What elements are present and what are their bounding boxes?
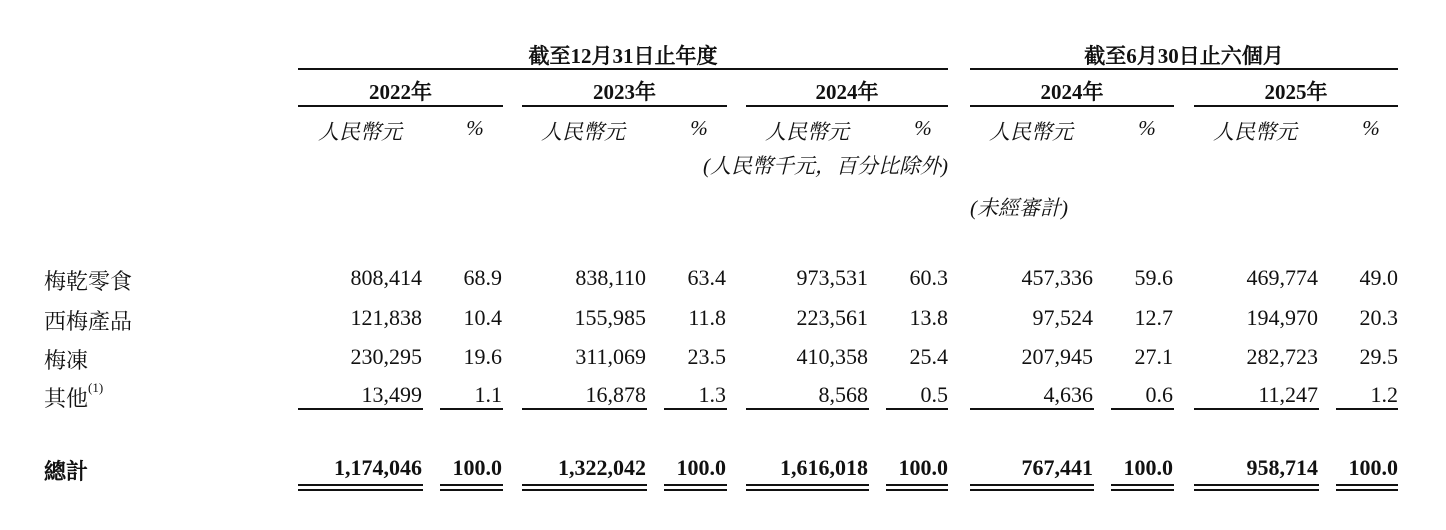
- cell-r3-rmb-2022: 13,499: [361, 382, 422, 407]
- unit-rmb-2025: 人民幣元: [1213, 120, 1297, 144]
- cell-total-rmb-2023: 1,322,042: [558, 455, 646, 480]
- cell-r2-pct-2022: 19.6: [463, 344, 502, 369]
- row-label-others: [44, 382, 103, 413]
- year-header-2022: 2022年: [369, 80, 432, 104]
- total-double-rule-rmb-2024i-1: [970, 484, 1094, 486]
- year-rule-2022: [298, 105, 503, 107]
- thousands-note: (人民幣千元，百分比除外): [703, 154, 948, 178]
- interim-header-rule: [970, 68, 1398, 70]
- cell-r3-rmb-2024a: 8,568: [818, 382, 868, 407]
- cell-r2-pct-2023: 23.5: [687, 344, 726, 369]
- cell-r1-pct-2022: 10.4: [463, 305, 502, 330]
- cell-total-pct-2024a: 100.0: [898, 455, 948, 480]
- cell-r2-pct-2024a: 25.4: [909, 344, 948, 369]
- cell-r2-rmb-2025: 282,723: [1246, 344, 1318, 369]
- total-double-rule-rmb-2023-2: [522, 489, 647, 491]
- cell-r3-pct-2024a: 0.5: [920, 382, 948, 407]
- interim-period-header: 截至6月30日止六個月: [1084, 44, 1284, 68]
- unaudited-note: (未經審計): [970, 196, 1068, 220]
- total-double-rule-pct-2022-2: [440, 489, 503, 491]
- subtotal-rule-pct-2024i: [1111, 408, 1174, 410]
- cell-r2-pct-2024i: 27.1: [1134, 344, 1173, 369]
- cell-total-pct-2025: 100.0: [1348, 455, 1398, 480]
- cell-r0-rmb-2023: 838,110: [575, 265, 646, 290]
- cell-r3-pct-2024i: 0.6: [1145, 382, 1173, 407]
- year-header-2024-annual: 2024年: [815, 80, 879, 104]
- subtotal-rule-pct-2022: [440, 408, 503, 410]
- total-double-rule-pct-2022-1: [440, 484, 503, 486]
- total-double-rule-rmb-2025-2: [1194, 489, 1319, 491]
- subtotal-rule-pct-2023: [664, 408, 727, 410]
- unit-rmb-2023: 人民幣元: [541, 120, 625, 144]
- unit-pct-2024-annual: %: [914, 116, 932, 140]
- unit-pct-2022: %: [466, 116, 484, 140]
- year-header-2025: 2025年: [1264, 80, 1328, 104]
- unit-pct-2024-interim: %: [1138, 116, 1156, 140]
- cell-r0-rmb-2024i: 457,336: [1021, 265, 1093, 290]
- total-double-rule-rmb-2024a-1: [746, 484, 869, 486]
- cell-total-pct-2022: 100.0: [452, 455, 502, 480]
- total-double-rule-rmb-2022-1: [298, 484, 423, 486]
- cell-total-pct-2023: 100.0: [676, 455, 726, 480]
- cell-r3-pct-2025: 1.2: [1370, 382, 1398, 407]
- unit-rmb-2022: 人民幣元: [318, 120, 402, 144]
- total-double-rule-rmb-2023-1: [522, 484, 647, 486]
- year-header-2023: 2023年: [593, 80, 656, 104]
- unit-rmb-2024-interim: 人民幣元: [989, 120, 1073, 144]
- cell-r3-rmb-2025: 11,247: [1258, 382, 1318, 407]
- cell-r1-rmb-2025: 194,970: [1246, 305, 1318, 330]
- row-label-plum-jelly: 梅凍: [44, 348, 89, 373]
- total-double-rule-pct-2023-1: [664, 484, 727, 486]
- subtotal-rule-rmb-2022: [298, 408, 423, 410]
- total-double-rule-pct-2024a-2: [886, 489, 948, 491]
- subtotal-rule-rmb-2024i: [970, 408, 1094, 410]
- total-double-rule-pct-2024i-2: [1111, 489, 1174, 491]
- year-rule-2024-interim: [970, 105, 1174, 107]
- cell-total-rmb-2025: 958,714: [1246, 455, 1318, 480]
- cell-r3-rmb-2023: 16,878: [585, 382, 646, 407]
- annual-header-rule: [298, 68, 948, 70]
- subtotal-rule-rmb-2023: [522, 408, 647, 410]
- cell-r3-pct-2022: 1.1: [474, 382, 502, 407]
- cell-r0-pct-2024i: 59.6: [1134, 265, 1173, 290]
- cell-r1-rmb-2024i: 97,524: [1032, 305, 1093, 330]
- year-rule-2023: [522, 105, 727, 107]
- cell-r1-pct-2024i: 12.7: [1134, 305, 1173, 330]
- cell-r0-rmb-2024a: 973,531: [796, 265, 868, 290]
- cell-r1-rmb-2022: 121,838: [350, 305, 422, 330]
- subtotal-rule-pct-2025: [1336, 408, 1398, 410]
- cell-r0-pct-2025: 49.0: [1359, 265, 1398, 290]
- cell-total-pct-2024i: 100.0: [1123, 455, 1173, 480]
- year-header-2024-interim: 2024年: [1040, 80, 1104, 104]
- total-double-rule-rmb-2025-1: [1194, 484, 1319, 486]
- unit-rmb-2024-annual: 人民幣元: [765, 120, 849, 144]
- row-label-total: 總計: [44, 459, 89, 484]
- cell-r0-pct-2022: 68.9: [463, 265, 502, 290]
- subtotal-rule-rmb-2024a: [746, 408, 869, 410]
- row-label-others-text: 其他: [44, 386, 89, 411]
- subtotal-rule-pct-2024a: [886, 408, 948, 410]
- cell-r0-pct-2024a: 60.3: [909, 265, 948, 290]
- unit-pct-2023: %: [690, 116, 708, 140]
- year-rule-2024-annual: [746, 105, 948, 107]
- cell-r2-rmb-2022: 230,295: [350, 344, 422, 369]
- total-double-rule-pct-2024a-1: [886, 484, 948, 486]
- cell-total-rmb-2024a: 1,616,018: [780, 455, 868, 480]
- cell-r1-pct-2025: 20.3: [1359, 305, 1398, 330]
- cell-r0-rmb-2022: 808,414: [350, 265, 422, 290]
- year-rule-2025: [1194, 105, 1398, 107]
- cell-total-rmb-2022: 1,174,046: [334, 455, 422, 480]
- cell-r2-pct-2025: 29.5: [1359, 344, 1398, 369]
- total-double-rule-pct-2024i-1: [1111, 484, 1174, 486]
- cell-total-rmb-2024i: 767,441: [1021, 455, 1093, 480]
- total-double-rule-rmb-2022-2: [298, 489, 423, 491]
- row-label-prune-snacks: 梅乾零食: [44, 269, 133, 294]
- total-double-rule-rmb-2024i-2: [970, 489, 1094, 491]
- cell-r2-rmb-2024a: 410,358: [796, 344, 868, 369]
- row-label-prune-products: 西梅產品: [44, 309, 133, 334]
- cell-r3-pct-2023: 1.3: [698, 382, 726, 407]
- cell-r1-pct-2023: 11.8: [688, 305, 726, 330]
- cell-r2-rmb-2024i: 207,945: [1021, 344, 1093, 369]
- total-double-rule-pct-2025-2: [1336, 489, 1398, 491]
- cell-r3-rmb-2024i: 4,636: [1043, 382, 1093, 407]
- footnote-marker: (1): [88, 380, 104, 395]
- cell-r1-rmb-2024a: 223,561: [796, 305, 868, 330]
- cell-r2-rmb-2023: 311,069: [575, 344, 646, 369]
- subtotal-rule-rmb-2025: [1194, 408, 1319, 410]
- unit-pct-2025: %: [1362, 116, 1380, 140]
- cell-r0-pct-2023: 63.4: [687, 265, 726, 290]
- cell-r1-pct-2024a: 13.8: [909, 305, 948, 330]
- cell-r1-rmb-2023: 155,985: [574, 305, 646, 330]
- total-double-rule-pct-2023-2: [664, 489, 727, 491]
- cell-r0-rmb-2025: 469,774: [1246, 265, 1318, 290]
- total-double-rule-pct-2025-1: [1336, 484, 1398, 486]
- total-double-rule-rmb-2024a-2: [746, 489, 869, 491]
- annual-period-header: 截至12月31日止年度: [528, 44, 718, 68]
